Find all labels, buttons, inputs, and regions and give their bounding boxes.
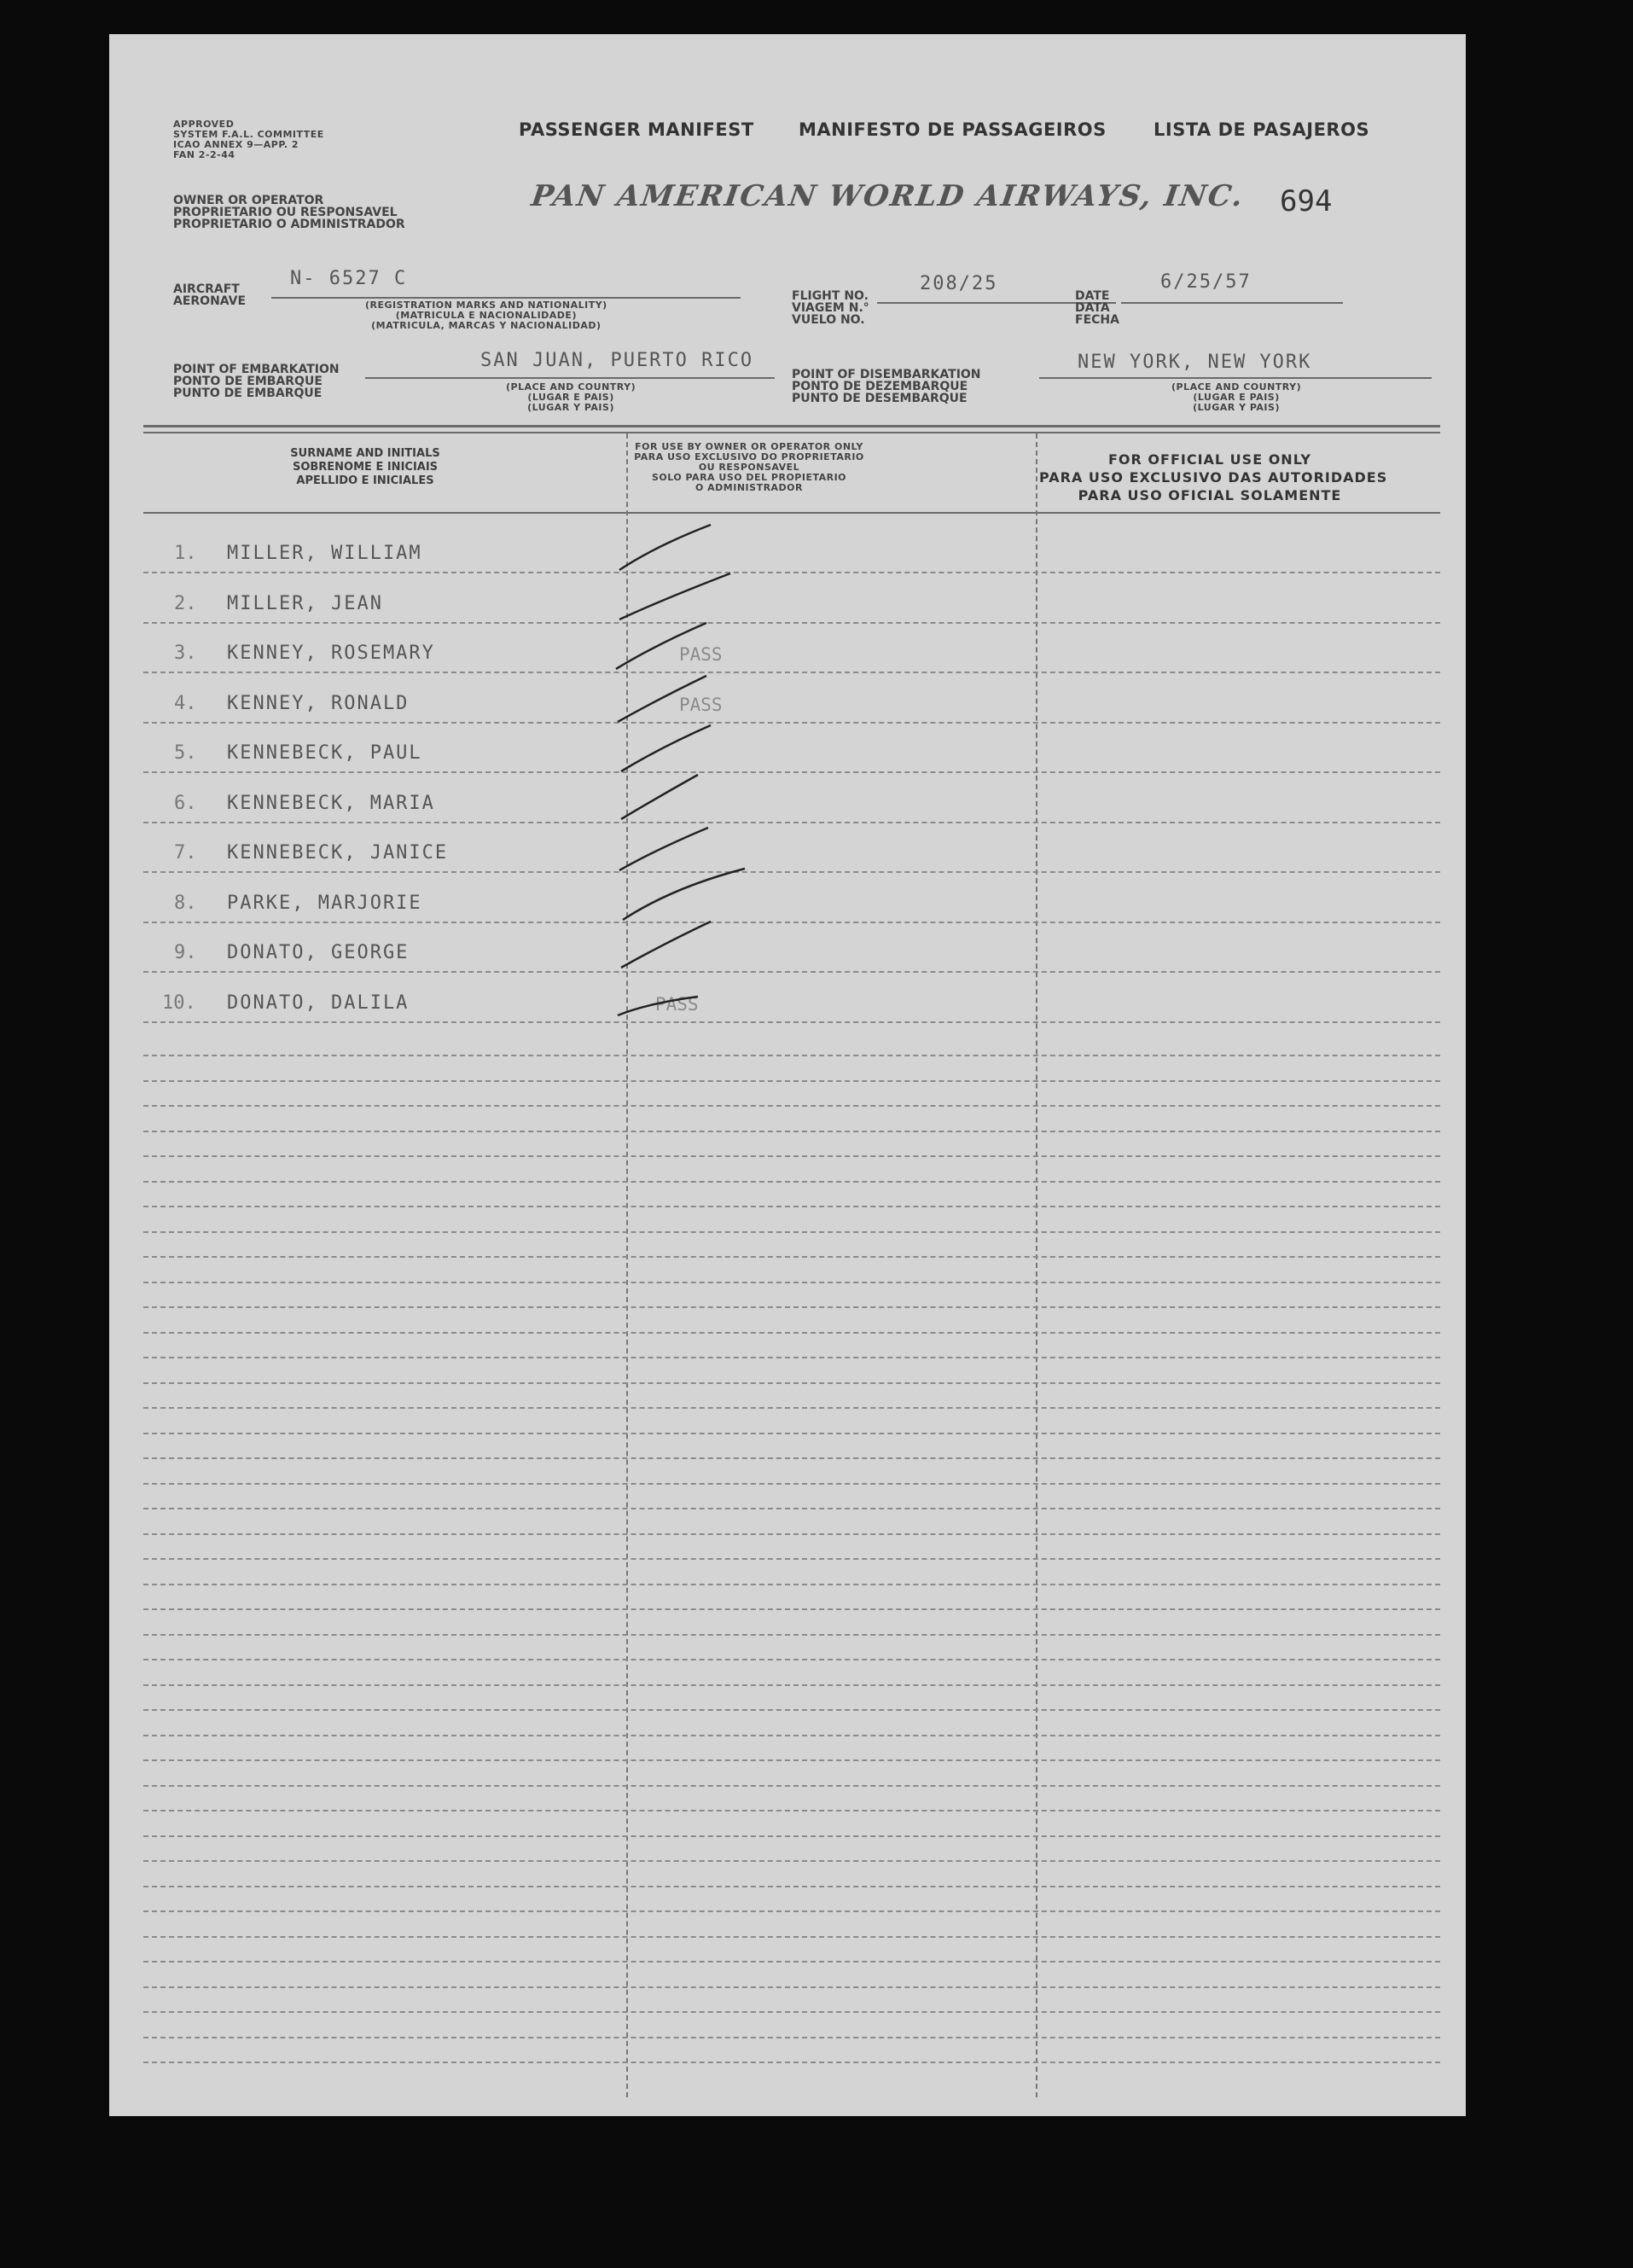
passenger-note: PASS (679, 644, 723, 665)
place-label: (LUGAR E PAIS) (1193, 392, 1280, 403)
aircraft-label: AERONAVE (173, 294, 247, 308)
registration-label: (MATRICULA, MARCAS Y NACIONALIDAD) (371, 320, 601, 331)
approval-line: ICAO ANNEX 9—APP. 2 (173, 139, 299, 150)
disembark-value: NEW YORK, NEW YORK (1078, 352, 1312, 373)
date-label: DATE (1075, 289, 1110, 303)
column-head-line: PARA USO EXCLUSIVO DAS AUTORIDADES (1039, 469, 1388, 486)
date-label: DATA (1075, 301, 1110, 315)
approval-line: FAN 2-2-44 (173, 149, 235, 160)
passenger-note: PASS (655, 993, 699, 1015)
column-head-line: APELLIDO E INICIALES (296, 474, 434, 487)
disembark-label: PONTO DE DEZEMBARQUE (792, 380, 968, 393)
passenger-number: 5. (174, 742, 197, 764)
title-english: PASSENGER MANIFEST (519, 119, 754, 140)
passenger-number: 1. (174, 543, 197, 564)
column-head-line: SURNAME AND INITIALS (290, 447, 440, 460)
check-mark (619, 828, 708, 870)
column-head-line: OU RESPONSAVEL (698, 462, 800, 473)
registration-label: (REGISTRATION MARKS AND NATIONALITY) (365, 299, 607, 311)
place-label: (LUGAR E PAIS) (527, 392, 614, 403)
passenger-name: MILLER, JEAN (227, 592, 383, 614)
title-portuguese: MANIFESTO DE PASSAGEIROS (799, 119, 1107, 140)
passenger-name: KENNEBECK, MARIA (227, 792, 435, 814)
column-head-line: PARA USO OFICIAL SOLAMENTE (1078, 487, 1342, 503)
check-mark (619, 573, 730, 619)
embark-label: POINT OF EMBARKATION (173, 363, 340, 376)
column-head-line: FOR USE BY OWNER OR OPERATOR ONLY (635, 441, 863, 452)
passenger-number: 3. (174, 643, 197, 664)
owner-label: PROPRIETARIO O ADMINISTRADOR (173, 218, 405, 231)
column-head-line: SOLO PARA USO DEL PROPIETARIO (651, 472, 847, 483)
registration-label: (MATRICULA E NACIONALIDADE) (395, 310, 577, 321)
title-spanish: LISTA DE PASAJEROS (1154, 119, 1370, 140)
disembark-label: PUNTO DE DESEMBARQUE (792, 392, 968, 405)
embark-label: PUNTO DE EMBARQUE (173, 387, 323, 400)
passenger-name: KENNEBECK, PAUL (227, 742, 422, 764)
date-value: 6/25/57 (1160, 271, 1252, 293)
aircraft-label: AIRCRAFT (173, 282, 240, 296)
passenger-number: 10. (162, 992, 196, 1014)
passenger-note: PASS (679, 694, 723, 715)
check-mark (618, 676, 706, 722)
passenger-number: 7. (174, 842, 197, 864)
check-mark (618, 997, 698, 1015)
column-head-line: O ADMINISTRADOR (694, 482, 804, 493)
passenger-name: DONATO, GEORGE (227, 942, 410, 963)
column-head-line: PARA USO EXCLUSIVO DO PROPRIETARIO (634, 451, 864, 462)
column-head-line: FOR OFFICIAL USE ONLY (1108, 451, 1311, 468)
approval-line: SYSTEM F.A.L. COMMITTEE (173, 129, 324, 140)
passenger-number: 8. (174, 892, 197, 914)
check-mark (619, 525, 711, 570)
disembark-label: POINT OF DISEMBARKATION (792, 368, 981, 381)
flight-label: VUELO NO. (792, 313, 865, 327)
owner-label: OWNER OR OPERATOR (173, 194, 324, 207)
passenger-name: PARKE, MARJORIE (227, 892, 422, 914)
check-marks (109, 34, 1466, 2116)
check-mark (621, 775, 698, 819)
place-label: (LUGAR Y PAIS) (527, 402, 614, 413)
place-label: (PLACE AND COUNTRY) (1171, 381, 1302, 393)
carrier-name: PAN AMERICAN WORLD AIRWAYS, INC. (529, 179, 1247, 213)
embark-label: PONTO DE EMBARQUE (173, 375, 323, 388)
check-mark (621, 922, 711, 968)
passenger-number: 2. (174, 592, 197, 614)
place-label: (PLACE AND COUNTRY) (506, 381, 636, 393)
owner-label: PROPRIETARIO OU RESPONSAVEL (173, 206, 398, 219)
passenger-name: KENNEY, RONALD (227, 692, 410, 714)
passenger-number: 6. (174, 792, 197, 814)
passenger-name: MILLER, WILLIAM (227, 543, 422, 564)
check-mark (616, 623, 706, 669)
passenger-number: 9. (174, 942, 197, 963)
flight-label: VIAGEM N.° (792, 301, 869, 315)
passenger-name: KENNEBECK, JANICE (227, 842, 449, 864)
check-mark (623, 869, 745, 920)
date-label: FECHA (1075, 313, 1119, 327)
aircraft-value: N- 6527 C (290, 268, 408, 289)
sheet-number: 694 (1280, 184, 1333, 218)
flight-label: FLIGHT NO. (792, 289, 869, 303)
column-head-line: SOBRENOME E INICIAIS (292, 461, 439, 474)
flight-value: 208/25 (920, 273, 998, 294)
passenger-number: 4. (174, 692, 197, 714)
place-label: (LUGAR Y PAIS) (1193, 402, 1280, 413)
passenger-name: DONATO, DALILA (227, 992, 410, 1014)
embark-value: SAN JUAN, PUERTO RICO (480, 350, 754, 371)
manifest-sheet (109, 34, 1466, 2116)
approval-line: APPROVED (173, 119, 235, 130)
passenger-name: KENNEY, ROSEMARY (227, 643, 435, 664)
check-mark (621, 725, 711, 771)
